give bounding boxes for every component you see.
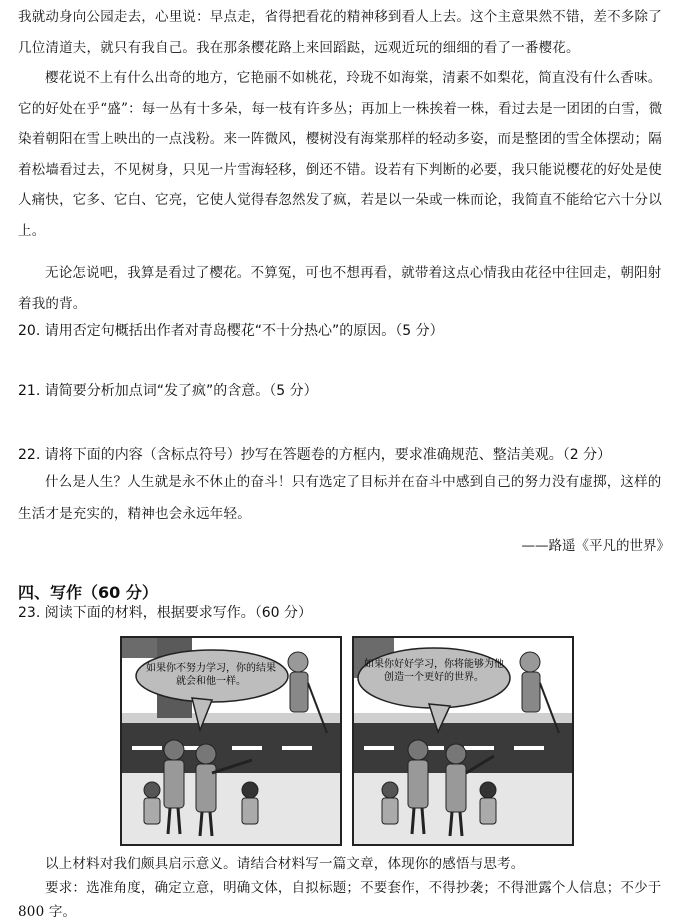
copy-text: 什么是人生？人生就是永不休止的奋斗！只有选定了目标并在奋斗中感到自己的努力没有虚掷，这样的生活才是充实的，精神也会永远年轻。 xyxy=(18,474,662,522)
section-heading-writing: 四、写作（60 分） xyxy=(18,583,158,602)
comic-right-speech: 如果你好好学习，你将能够为他创造一个更好的世界。 xyxy=(364,659,504,683)
question-22: 22. 请将下面的内容（含标点符号）抄写在答题卷的方框内，要求准确规范、整洁美观。（2 分） xyxy=(18,447,612,463)
question-21: 21. 请简要分析加点词“发了疯”的含意。（5 分） xyxy=(18,383,318,399)
writing-instruction: 以上材料对我们颇具启示意义。请结合材料写一篇文章，体现你的感悟与思考。 xyxy=(45,856,525,872)
passage-paragraph-2: 樱花说不上有什么出奇的地方，它艳丽不如桃花，玲珑不如海棠，清素不如梨花，简直没有什么香味。它的好处在乎“盛”：每一丛有十多朵，每一枝有许多丛；再加上一株挨着一株，看过去是一团团的白雪，微染着朝阳在雪上映出的一点浅粉。来一阵微风，樱树没有海棠那样的轻动多姿，而是整团的雪全体摆动；隔着松墙看过去，不见树身，只见一片雪海轻移，倒还不错。设若有下判断的必要，我只能说樱花的好处是使人痛快，它多、它白、它亮，它使人觉得春忽然发了疯，若是以一朵或一株而论，我简直不能给它六十分以上。 xyxy=(18,70,663,239)
comic-panel-left xyxy=(120,636,342,846)
writing-requirements: 要求：选准角度，确定立意，明确文体，自拟标题；不要套作，不得抄袭；不得泄露个人信息；不少于 800 字。 xyxy=(18,880,662,920)
comic-illustration xyxy=(120,636,575,846)
question-20: 20. 请用否定句概括出作者对青岛樱花“不十分热心”的原因。（5 分） xyxy=(18,323,444,339)
copy-source: ——路遥《平凡的世界》 xyxy=(521,538,670,554)
comic-left-speech: 如果你不努力学习，你的结果就会和他一样。 xyxy=(146,663,276,687)
passage-paragraph-1: 我就动身向公园走去，心里说：早点走，省得把看花的精神移到看人上去。这个主意果然不错，差不多除了几位清道夫，就只有我自己。我在那条樱花路上来回蹈跶，远观近玩的细细的看了一番樱花。 xyxy=(18,9,662,56)
question-23: 23. 阅读下面的材料，根据要求写作。（60 分） xyxy=(18,605,312,621)
passage-paragraph-3: 无论怎说吧，我算是看过了樱花。不算冤，可也不想再看，就带着这点心情我由花径中往回走，朝阳射着我的背。 xyxy=(18,265,662,312)
comic-panel-right xyxy=(352,636,574,846)
